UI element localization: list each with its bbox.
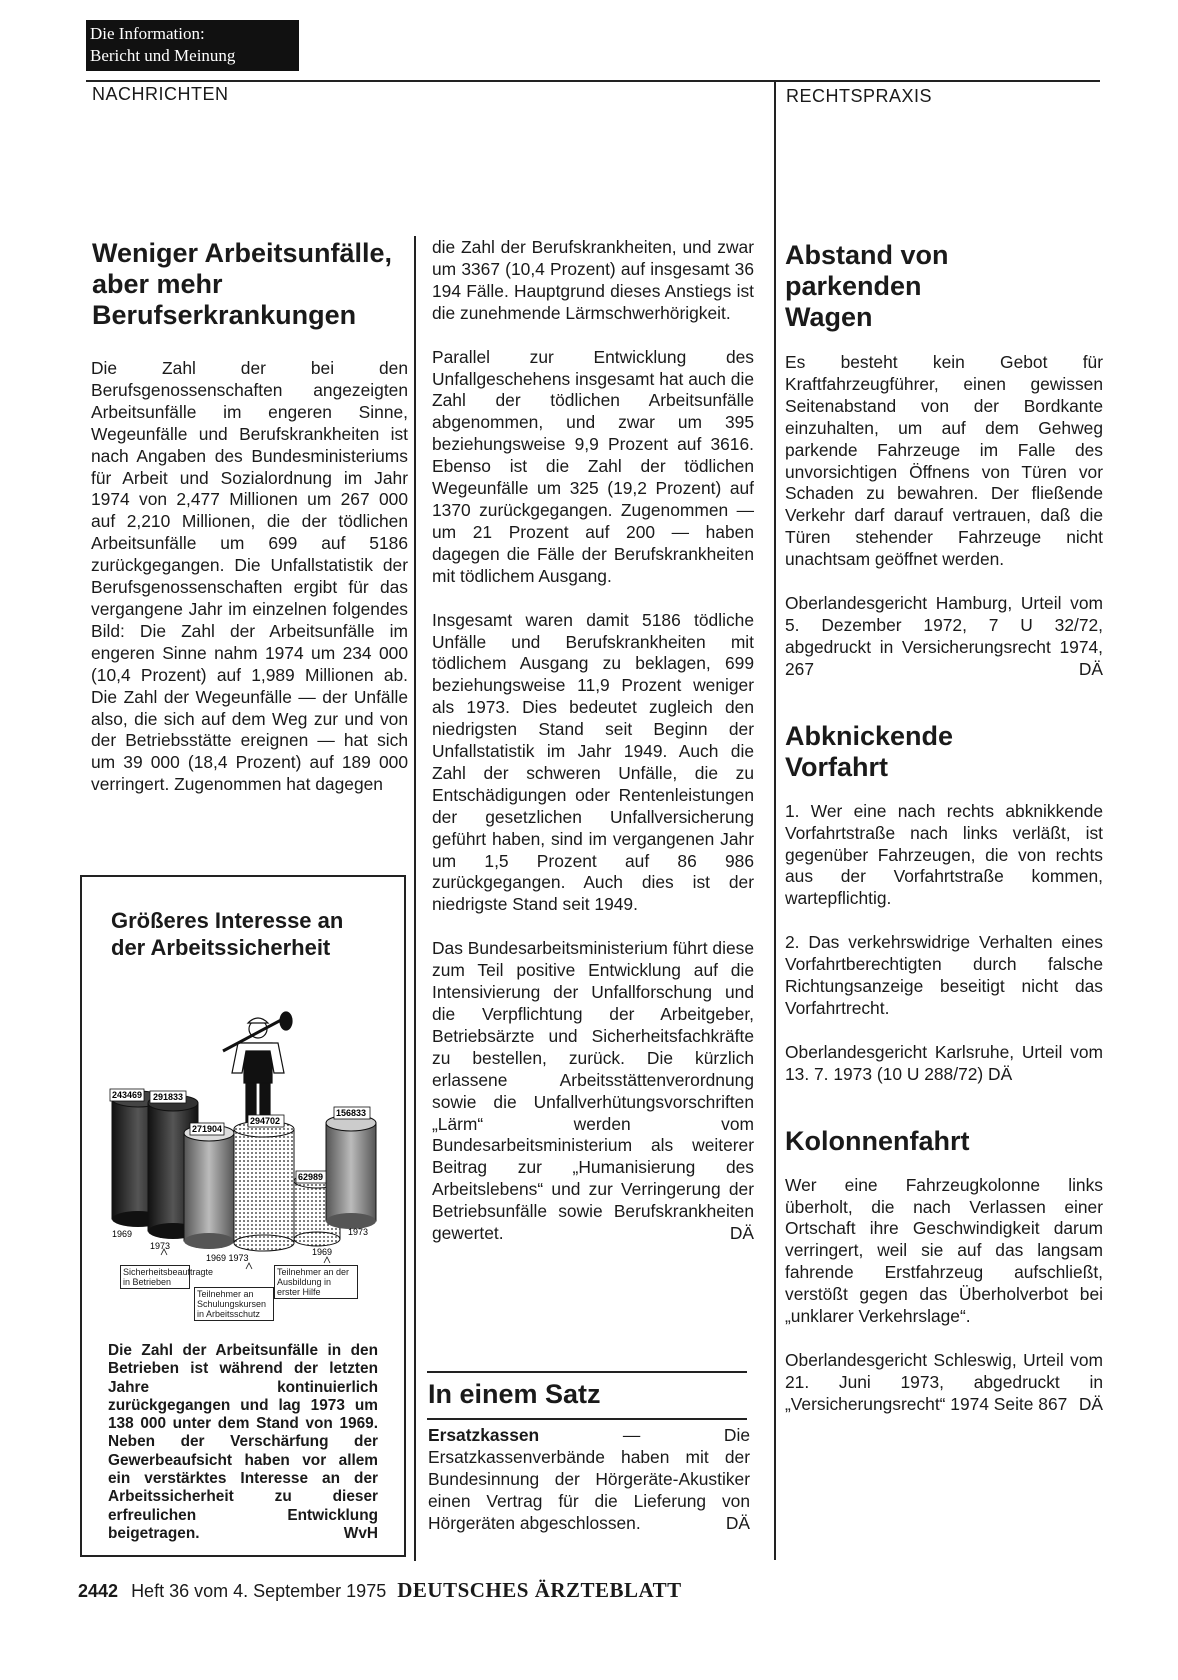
author-sign: DÄ	[729, 1223, 754, 1244]
column-divider-right	[774, 82, 776, 1560]
recht-source	[785, 1042, 1103, 1086]
value-label: 62989	[298, 1172, 324, 1182]
article-paragraph: die Zahl der Berufskrankheiten, und zwar um 3367 (10,4 Prozent) auf insgesamt 36 194 Fälle. Hauptgrund dieses Anstiegs ist die zunehmende Lärmschwerhörigkeit.	[432, 237, 754, 323]
page-number: 2442	[78, 1581, 119, 1601]
author-sign: DÄ	[1078, 1393, 1103, 1414]
recht-title: Abstand von parkenden Wagen	[785, 240, 949, 332]
recht-source-text: Oberlandesgericht Hamburg, Urteil vom 5. Dezember 1972, 7 U 32/72, abgedruckt in Versicherungsrecht 1974, 267	[785, 593, 1103, 679]
insatz-title: In einem Satz	[428, 1379, 601, 1409]
section-label-right: RECHTSPRAXIS	[786, 86, 933, 106]
column-divider-left	[414, 236, 416, 1561]
recht-source	[785, 1350, 1103, 1416]
value-label: 271904	[192, 1124, 223, 1134]
recht-text: Es besteht kein Gebot für Kraftfahrzeugführer, einen gewissen Seitenabstand von der Bordkante einzuhalten, um auf dem Gehweg parkende Fahrzeuge im Falle des unvorsichtigen Öffnens von Türen vor Schaden zu bewahren. Der fließende Verkehr darf darauf vertrauen, daß die Türen stehender Fahrzeuge nicht unachtsam geöffnet werden.	[785, 352, 1103, 570]
value-label: 243469	[112, 1090, 143, 1100]
rechtspraxis-column	[785, 240, 1103, 1416]
chart-label-right: Teilnehmer an der Ausbildung in erster Hilfe	[274, 1265, 358, 1299]
bar-right-1973	[326, 1115, 376, 1229]
insatz-rule-bottom	[427, 1418, 747, 1420]
year-label: 1969	[312, 1247, 333, 1257]
bar-mid-1969	[184, 1125, 234, 1249]
recht-text: 1. Wer eine nach rechts abknikkende Vorfahrtstraße nach links verläßt, ist gegenüber Fahrzeugen, die von rechts aus der Vorfahrtstraße kommen, wartepflichtig.	[785, 800, 1103, 909]
article-title: Weniger Arbeitsunfälle, aber mehr Berufserkrankungen	[92, 238, 393, 330]
chart-label-middle: Teilnehmer an Schulungskursen in Arbeitsschutz	[194, 1287, 274, 1321]
article-paragraph	[432, 938, 754, 1245]
recht-source-text: Oberlandesgericht Schleswig, Urteil vom 21. Juni 1973, abgedruckt in „Versicherungsrecht“ 1974 Seite 867	[785, 1350, 1103, 1414]
recht-title: Kolonnenfahrt	[785, 1125, 970, 1156]
footer	[78, 1578, 682, 1603]
recht-source-text: Oberlandesgericht Karlsruhe, Urteil vom 13. 7. 1973 (10 U 288/72)	[785, 1041, 1103, 1084]
header-rule	[86, 80, 1100, 82]
author-sign: DÄ	[725, 1512, 750, 1533]
recht-text: 2. Das verkehrswidrige Verhalten eines Vorfahrtberechtigten durch falsche Richtungsanzeige beseitigt nicht das Vorfahrtrecht.	[785, 932, 1103, 1018]
infobox-title: Größeres Interesse an der Arbeitssicherheit	[111, 908, 344, 960]
year-label: 1973	[348, 1227, 369, 1237]
badge-line-1: Die Information:	[90, 24, 205, 43]
article-paragraph: Parallel zur Entwicklung des Unfallgeschehens insgesamt hat auch die Zahl der tödlichen Arbeitsunfälle abgenommen, und zwar um 395 beziehungsweise 9,9 Prozent auf 3616. Ebenso ist die Zahl der tödlichen Wegeunfälle um 325 (19,2 Prozent) auf 1370 zurückgegangen. Zugenommen — um 21 Prozent auf 200 — haben dagegen die Fälle der Berufskrankheiten mit tödlichem Ausgang.	[432, 346, 754, 586]
insatz-rule-top	[427, 1371, 747, 1373]
chart-label-left: Sicherheitsbeauftragte in Betrieben	[120, 1265, 190, 1289]
author-sign: WvH	[343, 1524, 378, 1542]
infobox-caption-text: Die Zahl der Arbeitsunfälle in den Betrieben ist während der letzten Jahre kontinuierlich zurückgegangen und lag 1973 um 138 000 unter dem Stand von 1969. Neben der Verschärfung der Gewerbeaufsicht haben vor allem ein verstärktes Interesse an der Arbeitssicherheit zu dieser erfreulichen Entwicklung beigetragen.	[108, 1342, 378, 1542]
article-paragraph-text: Das Bundesarbeitsministerium führt diese zum Teil positive Entwicklung auf die Intensivierung der Unfallforschung und die Verpflichtung der Arbeitgeber, Betriebsärzte und Sicherheitsfachkräfte zu bestellen, zurück. Die kürzlich erlassene Arbeitsstättenverordnung sowie die Unfallverhütungsvorschriften „Lärm“ werden vom Bundesarbeitsministerium als weiterer Beitrag zur „Humanisierung des Arbeitslebens“ und zur Verringerung der Betriebsunfälle sowie Berufskrankheiten gewertet.	[432, 938, 754, 1244]
section-label-left: NACHRICHTEN	[92, 84, 229, 104]
bar-mid-1973	[234, 1121, 294, 1251]
recht-source	[785, 593, 1103, 681]
infobox-illustration	[98, 1011, 388, 1289]
article-body-col2	[432, 237, 754, 1245]
recht-text: Wer eine Fahrzeugkolonne links überholt, die nach Verlassen einer Ortschaft ihre Geschwindigkeit darum verringert, weil sie auf das langsam fahrende Erstfahrzeug aufschließt, verstößt gegen das Überholverbot bei „unklarer Verkehrslage“.	[785, 1174, 1103, 1327]
year-label: 1973	[150, 1241, 171, 1251]
value-label: 294702	[250, 1116, 281, 1126]
value-label: 156833	[336, 1108, 367, 1118]
issue-info: Heft 36 vom 4. September 1975	[131, 1581, 387, 1601]
section-badge	[86, 20, 299, 71]
recht-title: Abknickende Vorfahrt	[785, 720, 954, 782]
article-body-col1: Die Zahl der bei den Berufsgenossenschaften angezeigten Arbeitsunfälle im engeren Sinne, Wegeunfälle und Berufskrankheiten ist nach Angaben des Bundesministeriums für Arbeit und Sozialordnung im Jahr 1974 von 2,477 Millionen um 267 000 auf 2,210 Millionen, die der tödlichen Arbeitsunfälle um 699 auf 5186 zurückgegangen. Die Unfallstatistik der Berufsgenossenschaften ergibt für das vergangene Jahr im einzelnen folgendes Bild: Die Zahl der Arbeitsunfälle im engeren Sinne nahm 1974 um 234 000 (10,4 Prozent) auf 1,989 Millionen ab. Die Zahl der Wegeunfälle — der Unfälle also, die sich auf dem Weg zur und von der Betriebsstätte ereignen — hat sich um 39 000 (18,4 Prozent) auf 189 000 verringert. Zugenommen hat dagegen	[91, 358, 408, 795]
badge-line-2: Bericht und Meinung	[90, 46, 236, 65]
insatz-body	[428, 1425, 750, 1535]
year-label: 1969 1973	[206, 1253, 249, 1263]
year-label: 1969	[112, 1229, 133, 1239]
infobox	[80, 875, 406, 1557]
value-label: 291833	[153, 1092, 184, 1102]
insatz-text: — Die Ersatzkassenverbände haben mit der Bundesinnung der Hörgeräte-Akustiker einen Vertrag für die Lieferung von Hörgeräten abgeschlossen.	[428, 1425, 750, 1533]
article-paragraph: Insgesamt waren damit 5186 tödliche Unfälle und Berufskrankheiten mit tödlichem Ausgang zu beklagen, 699 beziehungsweise 11,9 Prozent weniger als 1973. Dies bedeutet zugleich den niedrigsten Stand seit Beginn der Unfallstatistik im Jahr 1949. Auch die Zahl der schweren Unfälle, die zu Entschädigungen oder Rentenleistungen der gesetzlichen Unfallversicherung geführt haben, sind im vergangenen Jahr um 1,5 Prozent auf 86 986 zurückgegangen. Auch dies ist der niedrigste Stand seit 1949.	[432, 609, 754, 915]
insatz-lead: Ersatzkassen	[428, 1425, 540, 1445]
author-sign: DÄ	[988, 1063, 1013, 1084]
author-sign: DÄ	[1078, 658, 1103, 679]
infobox-caption	[108, 1342, 378, 1543]
journal-name: DEUTSCHES ÄRZTEBLATT	[397, 1578, 682, 1602]
